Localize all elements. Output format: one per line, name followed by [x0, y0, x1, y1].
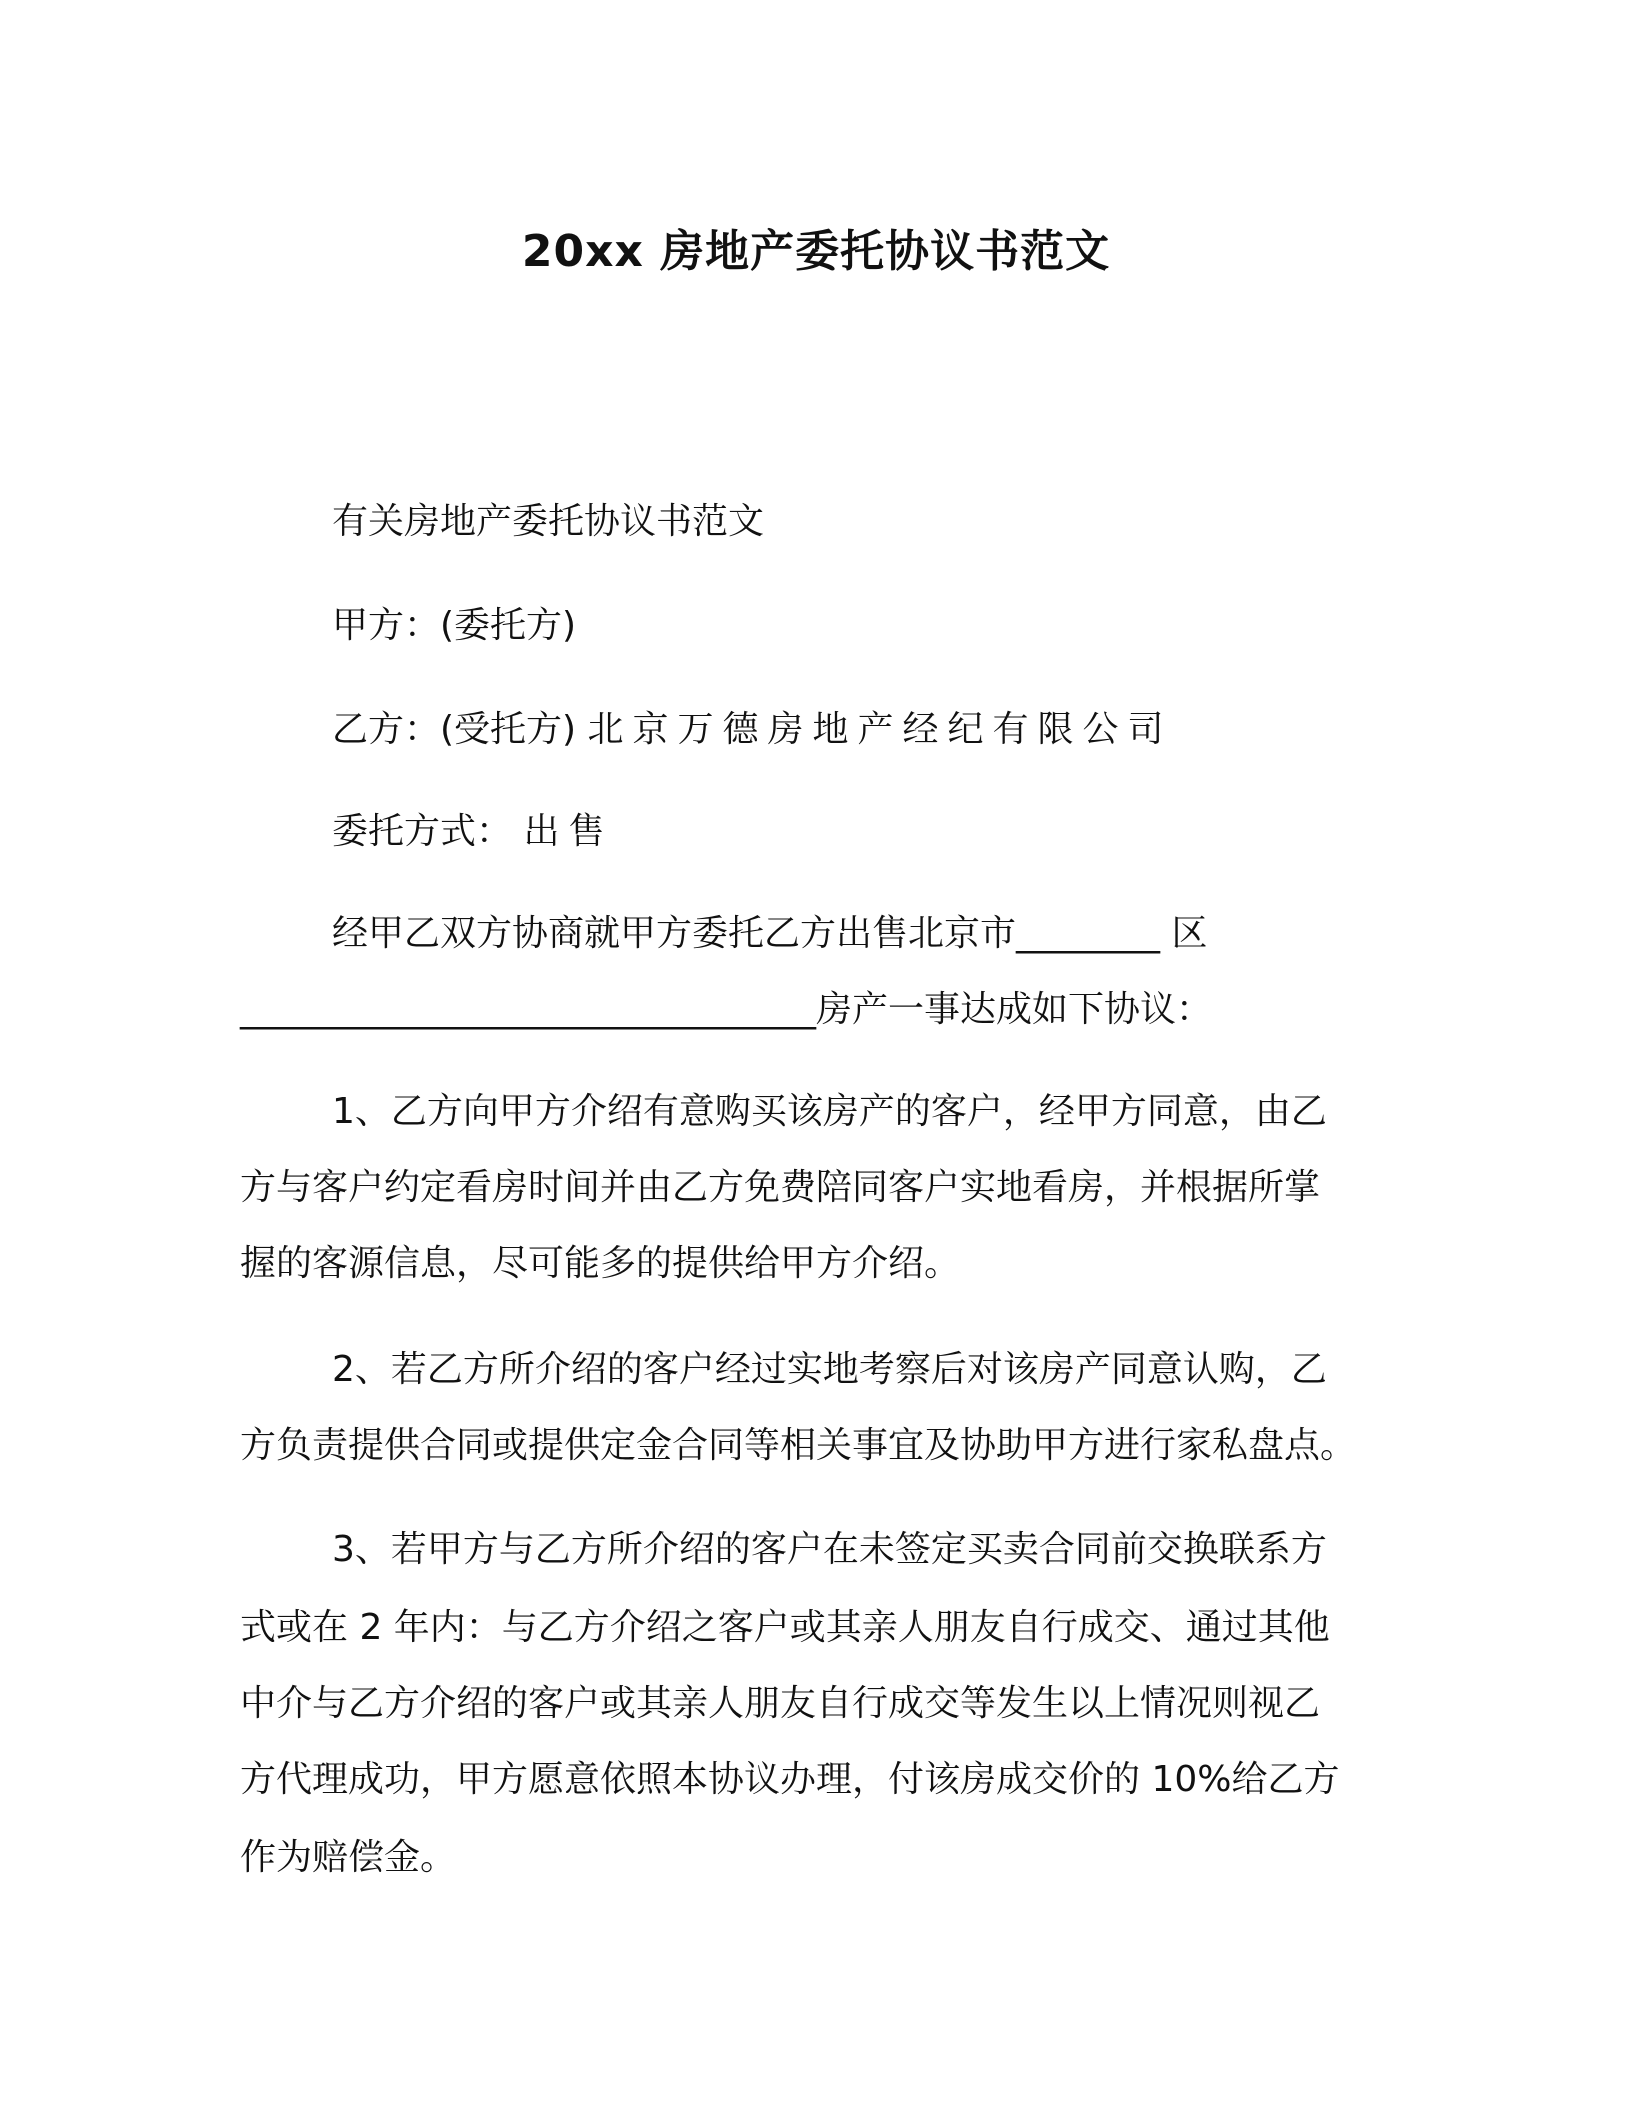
intro-line-1: 经甲乙双方协商就甲方委托乙方出售北京市________ 区: [332, 913, 1208, 954]
clause-1-line-1: 1、乙方向甲方介绍有意购买该房产的客户，经甲方同意，由乙: [332, 1091, 1327, 1132]
clause-3-line-2: 式或在 2 年内：与乙方介绍之客户或其亲人朋友自行成交、通过其他: [240, 1607, 1330, 1648]
clause-3-line-1: 3、若甲方与乙方所介绍的客户在未签定买卖合同前交换联系方: [332, 1529, 1327, 1570]
document-subtitle: 有关房地产委托协议书范文: [332, 501, 765, 542]
entrust-method-label: 委托方式：: [332, 811, 513, 852]
clause-2-line-1: 2、若乙方所介绍的客户经过实地考察后对该房产同意认购，乙: [332, 1349, 1327, 1390]
clause-2-line-2: 方负责提供合同或提供定金合同等相关事宜及协助甲方进行家私盘点。: [240, 1425, 1357, 1466]
party-b-company: 北京万德房地产经纪有限公司: [587, 709, 1173, 750]
party-b-line: [332, 706, 1173, 754]
entrust-method-value: 出售: [523, 811, 614, 852]
party-a-line: 甲方：(委托方): [332, 605, 577, 646]
entrust-method-line: [332, 808, 613, 856]
clause-3-line-4: 方代理成功，甲方愿意依照本协议办理，付该房成交价的 10%给乙方: [240, 1759, 1340, 1800]
party-b-prefix: 乙方：(受托方): [332, 709, 588, 750]
clause-3-line-5: 作为赔偿金。: [240, 1837, 457, 1878]
intro-line-2: ________________________________房产一事达成如下协议：: [240, 989, 1213, 1030]
clause-3-line-3: 中介与乙方介绍的客户或其亲人朋友自行成交等发生以上情况则视乙: [240, 1683, 1321, 1724]
document-title: 20xx 房地产委托协议书范文: [521, 226, 1111, 277]
clause-1-line-3: 握的客源信息，尽可能多的提供给甲方介绍。: [240, 1243, 961, 1284]
clause-1-line-2: 方与客户约定看房时间并由乙方免费陪同客户实地看房，并根据所掌: [240, 1167, 1321, 1208]
